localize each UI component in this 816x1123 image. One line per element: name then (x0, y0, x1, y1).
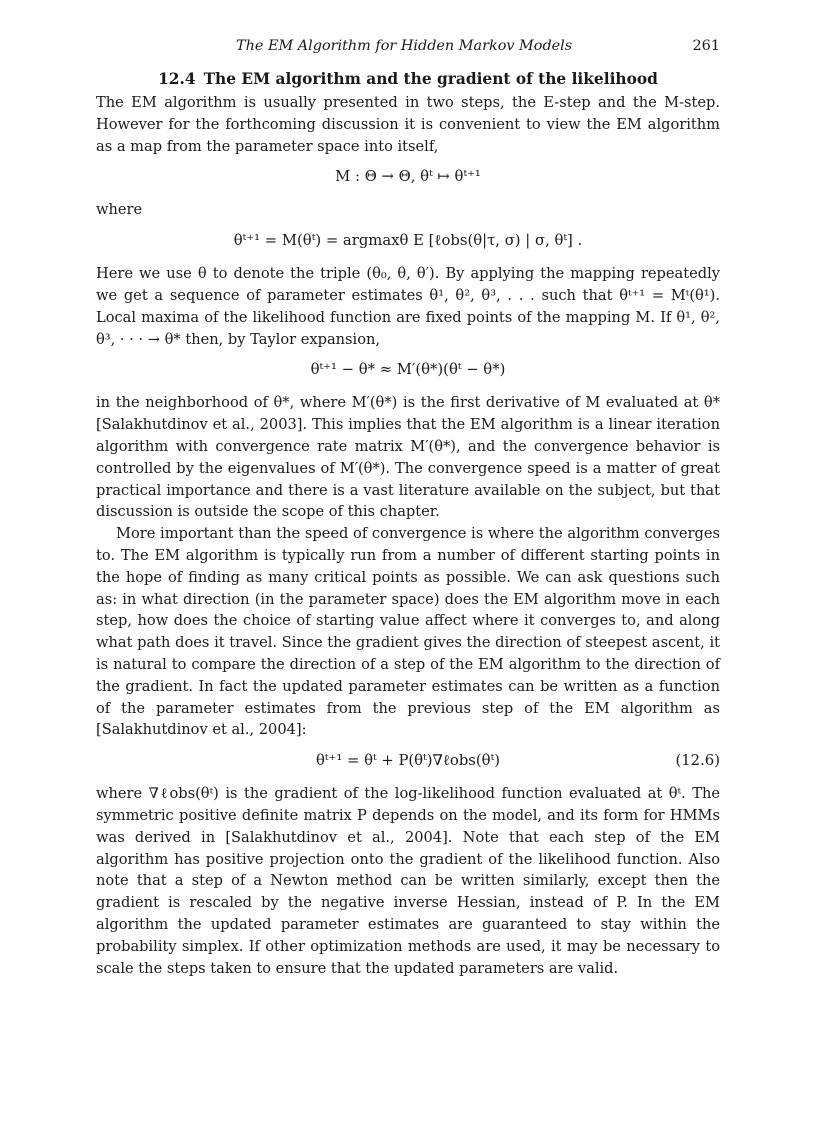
page-header (96, 36, 720, 58)
page-number: 261 (692, 38, 720, 54)
paragraph-4: More important than the speed of convergence is where the algorithm converges to. The EM algorithm is typically run from a number of different starting points in the hope of finding as many critical points as possible. We can ask questions such as: in what direction (in the parameter space) does the EM algorithm move in each step, how does the choice of starting value affect where it converges to, and along what path does it travel. Since the gradient gives the direction of steepest ascent, it is natural to compare the direction of a step of the EM algorithm to the direction of the gradient. In fact the updated parameter estimates can be written as a function of the parameter estimates from the previous step of the EM algorithm as [Salakhutdinov et al., 2004]: (96, 525, 720, 739)
paragraph-2: Here we use θ to denote the triple (θ₀, θ, θ′). By applying the mapping repeatedly we get a sequence of parameter estimates θ¹, θ², θ³, . . . such that θᵗ⁺¹ = Mᵗ(θ¹). Local maxima of the likelihood function are fixed points of the mapping M. If θ¹, θ², θ³, · · · → θ* then, by Taylor expansion, (96, 265, 720, 348)
running-title: The EM Algorithm for Hidden Markov Models (236, 38, 573, 54)
equation-number: (12.6) (675, 752, 720, 770)
paragraph-3: in the neighborhood of θ*, where M′(θ*) is the first derivative of M evaluated at θ* [Salakhutdinov et al., 2003]. This implies that the EM algorithm is a linear iteration algorithm with convergence rate matrix M′(θ*), and the convergence behavior is controlled by the eigenvalues of M′(θ*). The convergence speed is a matter of great practical importance and there is a vast literature available on the subject, but that discussion is outside the scope of this chapter. (96, 394, 720, 521)
section-title: The EM algorithm and the gradient of the likelihood (203, 70, 658, 88)
paragraph-5: where ∇ℓobs(θᵗ) is the gradient of the log-likelihood function evaluated at θᵗ. The symmetric positive definite matrix P depends on the model, and its form for HMMs was derived in [Salakhutdinov et al., 2004]. Note that each step of the EM algorithm has positive projection onto the gradient of the likelihood function. Also note that a step of a Newton method can be written similarly, except then the gradient is rescaled by the negative inverse Hessian, instead of P. In the EM algorithm the updated parameter estimates are guaranteed to stay within the probability simplex. If other optimization methods are used, it may be necessary to scale the steps taken to ensure that the updated parameters are valid. (96, 785, 720, 977)
where-label-1: where (96, 201, 143, 219)
equation-12-6 (96, 749, 720, 773)
equation-em-update: θᵗ⁺¹ = M(θᵗ) = argmaxθ E [ℓobs(θ|τ, σ) | σ, θᵗ] . (233, 232, 583, 250)
paragraph-1: The EM algorithm is usually presented in two steps, the E-step and the M-step. However for the forthcoming discussion it is convenient to view the EM algorithm as a map from the parameter space into itself, (96, 94, 720, 155)
equation-taylor: θᵗ⁺¹ − θ* ≈ M′(θ*)(θᵗ − θ*) (310, 361, 506, 379)
section-number: 12.4 (158, 70, 196, 88)
page-body (96, 68, 720, 979)
section-heading (96, 68, 720, 90)
equation-map: M : Θ → Θ, θᵗ ↦ θᵗ⁺¹ (335, 168, 481, 186)
equation-12-6-body: θᵗ⁺¹ = θᵗ + P(θᵗ)∇ℓobs(θᵗ) (315, 752, 501, 770)
